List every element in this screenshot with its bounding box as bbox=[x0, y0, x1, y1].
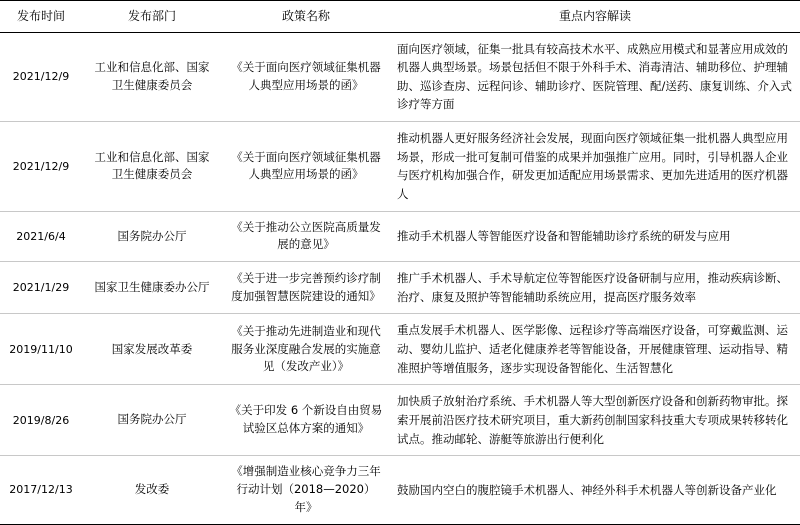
cell-key-content: 加快质子放射治疗系统、手术机器人等大型创新医疗设备和创新药物审批。探索开展前沿医疗技术研究项目，重大新药创制国家科技重大专项成果转移转化试点。推动邮轮、游艇等旅游出行便利化 bbox=[390, 385, 800, 456]
cell-department: 工业和信息化部、国家卫生健康委员会 bbox=[82, 32, 222, 122]
cell-department: 国家卫生健康委办公厅 bbox=[82, 262, 222, 314]
cell-key-content: 推动手术机器人等智能医疗设备和智能辅助诊疗系统的研发与应用 bbox=[390, 211, 800, 262]
cell-policy-name: 《关于推动先进制造业和现代服务业深度融合发展的实施意见（发改产业）》 bbox=[222, 314, 390, 385]
column-header-department: 发布部门 bbox=[82, 1, 222, 33]
table-row bbox=[0, 262, 800, 314]
cell-key-content: 重点发展手术机器人、医学影像、远程诊疗等高端医疗设备，可穿戴监测、运动、婴幼儿监护、适老化健康养老等智能设备，开展健康管理、运动指导、精准照护等增值服务，逐步实现设备智能化、生活智慧化 bbox=[390, 314, 800, 385]
cell-policy-name: 《关于面向医疗领域征集机器人典型应用场景的函》 bbox=[222, 122, 390, 212]
table-body bbox=[0, 32, 800, 524]
cell-date: 2019/11/10 bbox=[0, 314, 82, 385]
table-row bbox=[0, 122, 800, 212]
cell-department: 国务院办公厅 bbox=[82, 211, 222, 262]
cell-key-content: 鼓励国内空白的腹腔镜手术机器人、神经外科手术机器人等创新设备产业化 bbox=[390, 456, 800, 524]
column-header-policy-name: 政策名称 bbox=[222, 1, 390, 33]
cell-key-content: 推动机器人更好服务经济社会发展，现面向医疗领域征集一批机器人典型应用场景，形成一批可复制可借鉴的成果并加强推广应用。同时，引导机器人企业与医疗机构加强合作，研发更加适配应用场景需求、更加先进适用的医疗机器人 bbox=[390, 122, 800, 212]
table-row bbox=[0, 456, 800, 524]
cell-date: 2021/12/9 bbox=[0, 32, 82, 122]
table-row bbox=[0, 385, 800, 456]
table-header bbox=[0, 1, 800, 33]
cell-key-content: 面向医疗领域，征集一批具有较高技术水平、成熟应用模式和显著应用成效的机器人典型场景。场景包括但不限于外科手术、消毒清洁、辅助移位、护理辅助、巡诊查房、远程问诊、辅助诊疗、医院管理、配/送药、康复训练、介入式诊疗等方面 bbox=[390, 32, 800, 122]
cell-policy-name: 《关于推动公立医院高质量发展的意见》 bbox=[222, 211, 390, 262]
table-header-row bbox=[0, 1, 800, 33]
column-header-key-content: 重点内容解读 bbox=[390, 1, 800, 33]
cell-policy-name: 《关于进一步完善预约诊疗制度加强智慧医院建设的通知》 bbox=[222, 262, 390, 314]
table-row bbox=[0, 211, 800, 262]
cell-department: 国务院办公厅 bbox=[82, 385, 222, 456]
cell-policy-name: 《关于印发 6 个新设自由贸易试验区总体方案的通知》 bbox=[222, 385, 390, 456]
cell-policy-name: 《增强制造业核心竞争力三年行动计划（2018—2020）年》 bbox=[222, 456, 390, 524]
cell-date: 2019/8/26 bbox=[0, 385, 82, 456]
cell-key-content: 推广手术机器人、手术导航定位等智能医疗设备研制与应用，推动疾病诊断、治疗、康复及照护等智能辅助系统应用，提高医疗服务效率 bbox=[390, 262, 800, 314]
cell-department: 发改委 bbox=[82, 456, 222, 524]
cell-department: 工业和信息化部、国家卫生健康委员会 bbox=[82, 122, 222, 212]
cell-policy-name: 《关于面向医疗领域征集机器人典型应用场景的函》 bbox=[222, 32, 390, 122]
cell-date: 2021/1/29 bbox=[0, 262, 82, 314]
cell-date: 2021/12/9 bbox=[0, 122, 82, 212]
cell-date: 2017/12/13 bbox=[0, 456, 82, 524]
table-row bbox=[0, 314, 800, 385]
column-header-date: 发布时间 bbox=[0, 1, 82, 33]
cell-date: 2021/6/4 bbox=[0, 211, 82, 262]
table-row bbox=[0, 32, 800, 122]
cell-department: 国家发展改革委 bbox=[82, 314, 222, 385]
